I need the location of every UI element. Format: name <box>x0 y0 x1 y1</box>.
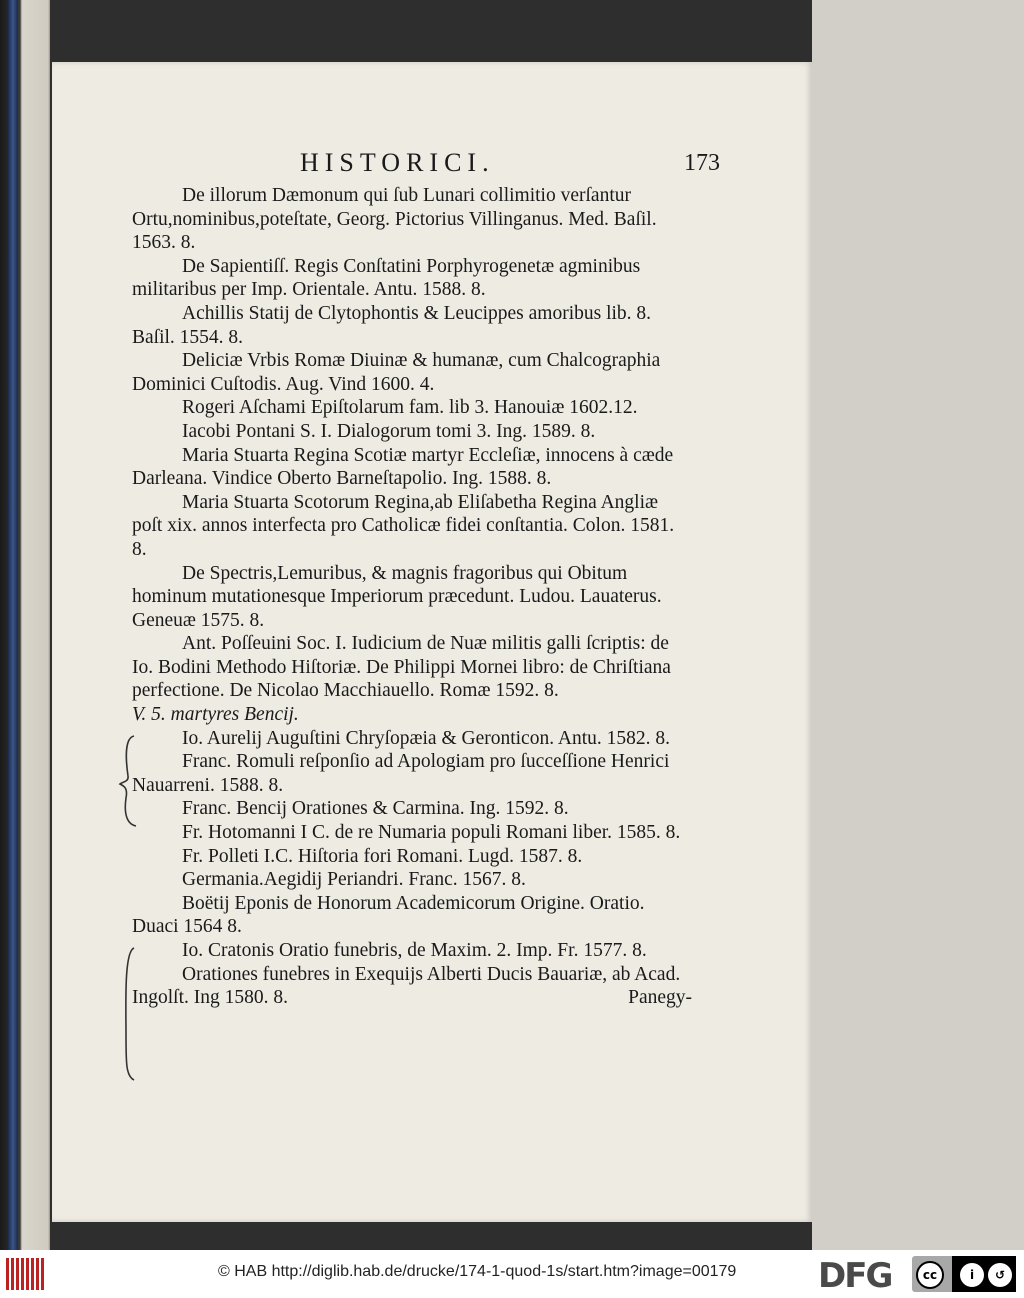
page-text <box>132 184 692 1010</box>
entry: Io. Cratonis Oratio funebris, de Maxim. 2. Imp. Fr. 1577. 8. <box>182 940 647 961</box>
entry: De illorum Dæmonum qui ſub Lunari collimitio verſantur Ortu,nominibus,poteſtate, Georg. Pictorius Villinganus. Med. Baſil. 1563. 8. <box>132 185 657 254</box>
entry: Io. Aurelij Auguſtini Chryſopæia & Geronticon. Antu. 1582. 8. <box>182 727 671 749</box>
entry: Ant. Poſſeuini Soc. I. Iudicium de Nuæ militis galli ſcriptis: de Io. Bodini Methodo Hiſtoriæ. De Philippi Mornei libro: de Chriſtiana perfectione. De Nicolao Macchiauello. Romæ 1592. 8. <box>132 633 671 702</box>
manuscript-bracket <box>120 944 138 1084</box>
hab-logo-icon <box>6 1258 44 1290</box>
entry: De Sapientiſſ. Regis Conſtatini Porphyrogenetæ agminibus militaribus per Imp. Orientale. Antu. 1588. 8. <box>132 255 641 301</box>
cc-icon: cc <box>916 1261 944 1289</box>
page-header <box>300 148 720 182</box>
entry: De Spectris,Lemuribus, & magnis fragoribus qui Obitum hominum mutationesque Imperiorum præcedunt. Ludou. Lauaterus. Geneuæ 1575. 8. <box>132 562 662 631</box>
footer-bar <box>0 1250 1024 1298</box>
marginal-note: V. 5. martyres Bencij. <box>132 704 299 726</box>
running-head: HISTORICI. <box>300 148 495 177</box>
cc-by-sa-icon[interactable] <box>912 1256 1016 1292</box>
catchword: Panegy- <box>628 987 692 1009</box>
entry: Fr. Hotomanni I C. de re Numaria populi Romani liber. 1585. 8. <box>182 822 681 844</box>
entry: Iacobi Pontani S. I. Dialogorum tomi 3. Ing. 1589. 8. <box>182 420 596 442</box>
entry: Rogeri Aſchami Epiſtolarum fam. lib 3. Hanouiæ 1602.12. <box>182 397 638 419</box>
entry: Deliciæ Vrbis Romæ Diuinæ & humanæ, cum Chalcographia Dominici Cuſtodis. Aug. Vind 1600. 4. <box>132 350 661 395</box>
entry: Fr. Polleti I.C. Hiſtoria fori Romani. Lugd. 1587. 8. <box>182 845 583 867</box>
sa-icon: ↺ <box>986 1261 1014 1289</box>
entry: Franc. Romuli reſponſio ad Apologiam pro ſucceſſione Henrici Nauarreni. 1588. 8. <box>132 751 670 796</box>
previous-page-edge <box>0 0 50 1250</box>
by-icon: i <box>958 1261 986 1289</box>
entry: Orationes funebres in Exequijs Alberti Ducis Bauariæ, ab Acad. Ingolſt. Ing 1580. 8. <box>132 963 681 1009</box>
binding-strip <box>8 0 18 1250</box>
entry: Achillis Statij de Clytophontis & Leucippes amoribus lib. 8. Baſil. 1554. 8. <box>132 302 652 348</box>
entry: Germania.Aegidij Periandri. Franc. 1567. 8. <box>182 869 526 891</box>
background-board <box>812 0 1024 1250</box>
entry: Maria Stuarta Regina Scotiæ martyr Eccleſiæ, innocens à cæde Darleana. Vindice Oberto Barneſtapolio. Ing. 1588. 8. <box>132 444 674 490</box>
footer-credit-link[interactable]: © HAB http://diglib.hab.de/drucke/174-1-quod-1s/start.htm?image=00179 <box>218 1263 737 1280</box>
manuscript-bracket <box>118 732 140 828</box>
entry: Franc. Bencij Orationes & Carmina. Ing. 1592. 8. <box>182 798 569 820</box>
entry: Boëtij Eponis de Honorum Academicorum Origine. Oratio. Duaci 1564 8. <box>132 892 645 938</box>
entry: Maria Stuarta Scotorum Regina,ab Eliſabetha Regina Angliæ poſt xix. annos interfecta pro Catholicæ fidei conſtantia. Colon. 1581. 8. <box>132 491 675 560</box>
page-number: 173 <box>684 150 720 176</box>
dfg-logo: DFG <box>818 1256 892 1296</box>
